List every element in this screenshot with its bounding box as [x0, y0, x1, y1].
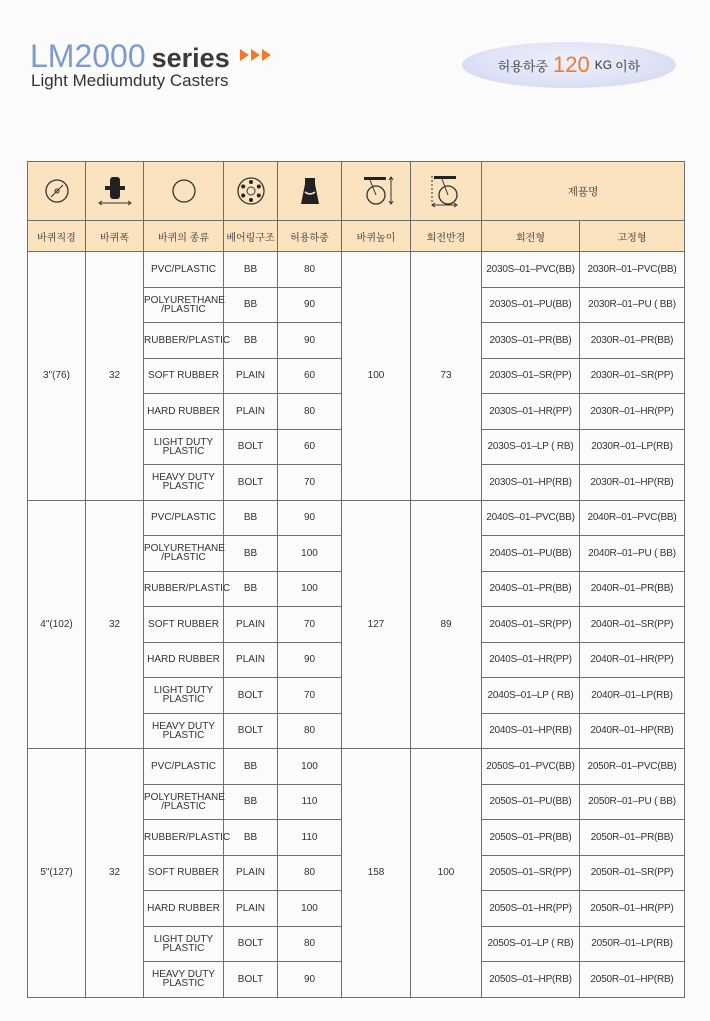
bearing-value: BB: [224, 749, 278, 785]
rigid-code: 2030R–01–PVC(BB): [580, 252, 685, 288]
wheel-type-line: SOFT RUBBER: [148, 867, 219, 879]
load-value: 60: [278, 429, 342, 465]
swivel-radius-value: 73: [411, 252, 482, 501]
wheel-type-value: [144, 642, 224, 678]
wheel-width-value: 32: [86, 252, 144, 501]
wheel-type-value: [144, 358, 224, 394]
wheel-type-line: PLASTIC: [162, 978, 205, 990]
rigid-code: 2040R–01–PU ( BB): [580, 536, 685, 572]
rigid-code: 2050R–01–LP(RB): [580, 926, 685, 962]
wheel-height-value: 127: [342, 500, 411, 749]
swivel-radius-icon: [426, 174, 466, 208]
wheel-type-line: /PLASTIC: [161, 303, 206, 315]
load-value: 70: [278, 465, 342, 501]
wheel-type-value: [144, 394, 224, 430]
wheel-type-line: POLYURETHANE: [144, 543, 225, 555]
wheel-type-line: HARD RUBBER: [147, 654, 220, 666]
load-value: 70: [278, 678, 342, 714]
wheel-type-line: POLYURETHANE: [144, 791, 225, 803]
swivel-code: 2030S–01–HP(RB): [482, 465, 580, 501]
wheel-diameter-value: 4"(102): [28, 500, 86, 749]
wheel-type-line: PLASTIC: [162, 445, 205, 457]
rigid-code: 2050R–01–PR(BB): [580, 820, 685, 856]
bearing-value: BB: [224, 287, 278, 323]
swivel-code: 2050S–01–HR(PP): [482, 891, 580, 927]
series-label: series: [151, 43, 230, 73]
wheel-type-line: RUBBER/PLASTIC: [144, 831, 231, 843]
bearing-value: BB: [224, 784, 278, 820]
page-title: [30, 38, 273, 72]
bearing-value: PLAIN: [224, 891, 278, 927]
swivel-code: 2040S–01–PR(BB): [482, 571, 580, 607]
rigid-code: 2050R–01–SR(PP): [580, 855, 685, 891]
wheel-type-line: PVC/PLASTIC: [150, 512, 217, 524]
wheel-width-value: 32: [86, 500, 144, 749]
table-row: [28, 500, 685, 536]
swivel-radius-value: 100: [411, 749, 482, 998]
arrow-icon: [240, 49, 273, 61]
swivel-code: 2050S–01–PVC(BB): [482, 749, 580, 785]
wheel-type-line: SOFT RUBBER: [148, 618, 219, 630]
wheel-type-line: RUBBER/PLASTIC: [144, 583, 231, 595]
wheel-type-line: /PLASTIC: [161, 552, 206, 564]
bearing-value: PLAIN: [224, 358, 278, 394]
bearing-value: BOLT: [224, 926, 278, 962]
bearing-value: BOLT: [224, 465, 278, 501]
wheel-type-value: [144, 465, 224, 501]
swivel-code: 2050S–01–HP(RB): [482, 962, 580, 998]
rigid-code: 2030R–01–SR(PP): [580, 358, 685, 394]
load-value: 90: [278, 323, 342, 359]
col-header-swivel: 회전형: [482, 221, 580, 252]
swivel-code: 2040S–01–PU(BB): [482, 536, 580, 572]
swivel-code: 2030S–01–PU(BB): [482, 287, 580, 323]
load-value: 90: [278, 962, 342, 998]
wheel-type-value: [144, 820, 231, 856]
wheel-type-value: [144, 536, 224, 572]
wheel-type-line: POLYURETHANE: [144, 294, 225, 306]
swivel-code: 2030S–01–SR(PP): [482, 358, 580, 394]
table-row: [28, 749, 685, 785]
wheel-width-value: 32: [86, 749, 144, 998]
header-icon-cell: [86, 162, 144, 221]
wheel-type-line: RUBBER/PLASTIC: [144, 334, 231, 346]
col-header-load: 허용하중: [278, 221, 342, 252]
col-header-width: 바퀴폭: [86, 221, 144, 252]
wheel-width-icon: [95, 175, 135, 207]
rigid-code: 2040R–01–PR(BB): [580, 571, 685, 607]
load-limit-badge: [462, 42, 676, 88]
load-value: 100: [278, 749, 342, 785]
load-weight-icon: [296, 176, 324, 206]
wheel-type-line: PVC/PLASTIC: [150, 760, 217, 772]
bearing-value: BB: [224, 500, 278, 536]
wheel-type-value: [144, 962, 224, 998]
badge-unit: KG: [594, 58, 613, 72]
wheel-type-line: SOFT RUBBER: [148, 370, 219, 382]
wheel-type-line: HEAVY DUTY: [152, 720, 215, 732]
rigid-code: 2050R–01–HP(RB): [580, 962, 685, 998]
swivel-code: 2030S–01–PR(BB): [482, 323, 580, 359]
wheel-type-line: PLASTIC: [162, 481, 205, 493]
wheel-type-value: [144, 571, 231, 607]
swivel-code: 2050S–01–LP ( RB): [482, 926, 580, 962]
rigid-code: 2050R–01–PU ( BB): [580, 784, 685, 820]
wheel-type-value: [144, 287, 224, 323]
load-value: 90: [278, 642, 342, 678]
wheel-type-line: PLASTIC: [162, 942, 205, 954]
rigid-code: 2040R–01–HR(PP): [580, 642, 685, 678]
wheel-type-value: [144, 713, 224, 749]
load-value: 100: [278, 536, 342, 572]
wheel-type-line: PVC/PLASTIC: [150, 263, 217, 275]
wheel-height-icon: [356, 175, 396, 207]
wheel-type-line: /PLASTIC: [161, 800, 206, 812]
swivel-code: 2040S–01–HR(PP): [482, 642, 580, 678]
col-header-diameter: 바퀴직경: [28, 221, 86, 252]
product-name-header: 제품명: [482, 162, 685, 221]
bearing-value: BB: [224, 536, 278, 572]
col-header-bearing: 베어링구조: [224, 221, 278, 252]
model-name: LM2000: [30, 38, 146, 74]
load-value: 100: [278, 891, 342, 927]
col-header-rigid: 고정형: [580, 221, 685, 252]
wheel-type-line: LIGHT DUTY: [153, 436, 214, 448]
wheel-type-line: HARD RUBBER: [147, 405, 220, 417]
load-value: 80: [278, 926, 342, 962]
wheel-type-value: [144, 607, 224, 643]
wheel-type-value: [144, 500, 224, 536]
wheel-diameter-value: 3"(76): [28, 252, 86, 501]
rigid-code: 2030R–01–HR(PP): [580, 394, 685, 430]
swivel-code: 2040S–01–LP ( RB): [482, 678, 580, 714]
load-value: 90: [278, 500, 342, 536]
wheel-type-value: [144, 855, 224, 891]
rigid-code: 2040R–01–PVC(BB): [580, 500, 685, 536]
page-subtitle: Light Mediumduty Casters: [31, 71, 229, 90]
wheel-type-value: [144, 323, 231, 359]
bearing-value: BB: [224, 252, 278, 288]
swivel-code: 2030S–01–HR(PP): [482, 394, 580, 430]
rigid-code: 2030R–01–PR(BB): [580, 323, 685, 359]
swivel-code: 2040S–01–SR(PP): [482, 607, 580, 643]
rigid-code: 2030R–01–HP(RB): [580, 465, 685, 501]
rigid-code: 2040R–01–HP(RB): [580, 713, 685, 749]
wheel-type-value: [144, 429, 224, 465]
load-value: 80: [278, 855, 342, 891]
rigid-code: 2050R–01–HR(PP): [580, 891, 685, 927]
swivel-code: 2040S–01–HP(RB): [482, 713, 580, 749]
bearing-value: BOLT: [224, 713, 278, 749]
load-value: 80: [278, 713, 342, 749]
swivel-radius-value: 89: [411, 500, 482, 749]
load-value: 110: [278, 820, 342, 856]
bearing-value: BB: [224, 323, 278, 359]
swivel-code: 2050S–01–SR(PP): [482, 855, 580, 891]
col-header-height: 바퀴높이: [342, 221, 411, 252]
wheel-height-value: 100: [342, 252, 411, 501]
rigid-code: 2040R–01–SR(PP): [580, 607, 685, 643]
wheel-type-icon: [170, 177, 198, 205]
bearing-icon: [236, 176, 266, 206]
wheel-type-line: HEAVY DUTY: [152, 472, 215, 484]
wheel-type-value: [144, 784, 224, 820]
header-icon-cell: [224, 162, 278, 221]
wheel-diameter-value: 5"(127): [28, 749, 86, 998]
col-header-wheel-type: 바퀴의 종류: [144, 221, 224, 252]
bearing-value: PLAIN: [224, 394, 278, 430]
bearing-value: BOLT: [224, 429, 278, 465]
rigid-code: 2040R–01–LP(RB): [580, 678, 685, 714]
bearing-value: BB: [224, 820, 278, 856]
table-row: [28, 252, 685, 288]
col-header-radius: 회전반경: [411, 221, 482, 252]
load-value: 90: [278, 287, 342, 323]
header-icon-cell: [342, 162, 411, 221]
wheel-type-line: PLASTIC: [162, 694, 205, 706]
bearing-value: PLAIN: [224, 855, 278, 891]
swivel-code: 2050S–01–PU(BB): [482, 784, 580, 820]
wheel-diameter-icon: [44, 178, 70, 204]
header-icon-cell: [278, 162, 342, 221]
wheel-type-line: PLASTIC: [162, 729, 205, 741]
load-value: 110: [278, 784, 342, 820]
header-icon-cell: [411, 162, 482, 221]
swivel-code: 2040S–01–PVC(BB): [482, 500, 580, 536]
load-value: 70: [278, 607, 342, 643]
bearing-value: BOLT: [224, 678, 278, 714]
wheel-type-value: [144, 926, 224, 962]
badge-prefix: 허용하중: [497, 58, 549, 74]
wheel-type-line: LIGHT DUTY: [153, 685, 214, 697]
wheel-type-value: [144, 891, 224, 927]
bearing-value: BB: [224, 571, 278, 607]
badge-suffix: 이하: [615, 58, 641, 74]
spec-table: [27, 161, 685, 998]
rigid-code: 2050R–01–PVC(BB): [580, 749, 685, 785]
header-icon-cell: [144, 162, 224, 221]
load-value: 60: [278, 358, 342, 394]
wheel-type-value: [144, 678, 224, 714]
header-icon-cell: [28, 162, 86, 221]
badge-value: 120: [553, 52, 590, 77]
wheel-type-value: [144, 749, 224, 785]
bearing-value: BOLT: [224, 962, 278, 998]
swivel-code: 2030S–01–LP ( RB): [482, 429, 580, 465]
load-value: 80: [278, 252, 342, 288]
wheel-type-line: HARD RUBBER: [147, 902, 220, 914]
wheel-height-value: 158: [342, 749, 411, 998]
rigid-code: 2030R–01–PU ( BB): [580, 287, 685, 323]
wheel-type-value: [144, 252, 224, 288]
bearing-value: PLAIN: [224, 607, 278, 643]
rigid-code: 2030R–01–LP(RB): [580, 429, 685, 465]
bearing-value: PLAIN: [224, 642, 278, 678]
load-value: 100: [278, 571, 342, 607]
wheel-type-line: LIGHT DUTY: [153, 933, 214, 945]
swivel-code: 2050S–01–PR(BB): [482, 820, 580, 856]
swivel-code: 2030S–01–PVC(BB): [482, 252, 580, 288]
wheel-type-line: HEAVY DUTY: [152, 969, 215, 981]
load-value: 80: [278, 394, 342, 430]
